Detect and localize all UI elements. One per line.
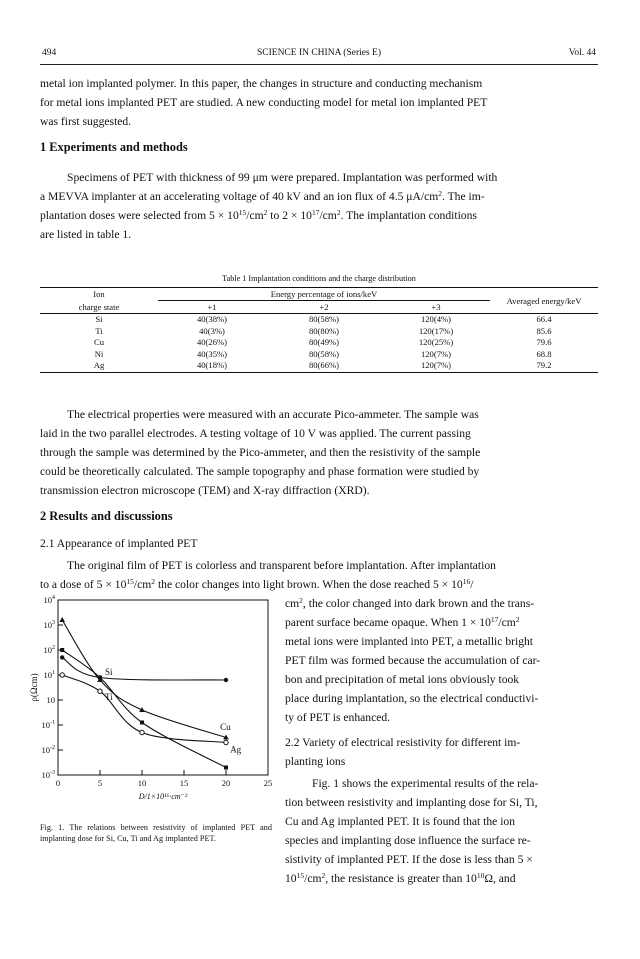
table-cell: 79.2 [490,360,598,372]
series-label: Si [105,667,113,677]
data-point-si [60,655,64,659]
y-tick-label: $10^4$ [43,595,55,605]
data-point-ag [224,766,228,770]
table-subheader: +2 [266,301,382,314]
series-label: Ti [105,692,113,702]
paragraph-line: PET film was formed because the accumulation of car- [285,654,541,667]
paragraph-line: transmission electron microscope (TEM) and X-ray diffraction (XRD). [40,484,370,497]
paragraph-line: laid in the two parallel electrodes. A testing voltage of 10 V was applied. The current passing [40,427,471,440]
table-header: Averaged energy/keV [490,288,598,314]
paragraph-line: tion between resistivity and implanting dose for Si, Ti, [285,796,538,809]
paragraph-line: $cm^2$, the color changed into dark brown and the trans- [285,596,535,610]
x-tick-label: 25 [263,778,273,788]
paragraph-line: Fig. 1 shows the experimental results of the rela- [312,777,539,790]
table-cell: 80(66%) [266,360,382,372]
resistivity-chart [28,593,280,819]
paragraph-line: place during implantation, so the electrical conductivi- [285,692,539,705]
subsection-heading: 2.1 Appearance of implanted PET [40,537,198,550]
table-cell: 40(3%) [199,325,225,336]
data-point-ti [98,689,102,693]
table-header: Energy percentage of ions/keV [158,288,490,301]
paragraph-line: could be theoretically calculated. The sample topography and phase formation were studied by [40,465,480,478]
table-cell: 120(7%) [420,348,452,359]
paragraph-line: $10^{15}/cm^2$, the resistance is greater than $10^{10}\Omega$, and [285,871,516,885]
section-heading: 1 Experiments and methods [40,140,188,154]
intro-line: was first suggested. [40,115,132,128]
section-heading: 2 Results and discussions [40,509,173,523]
series-line-ag [62,650,226,768]
data-point-ag [140,721,144,725]
table-cell: 79.6 [536,337,552,348]
table-cell: Cu [93,337,105,348]
subsection-heading: 2.2 Variety of electrical resistivity for different im- [285,736,521,749]
y-axis-label: ρ(Ωcm) [29,673,39,702]
running-head [40,44,598,65]
data-point-ag [60,648,64,652]
table-cell: 120(25%) [418,337,454,348]
series-line-cu [62,620,226,738]
table-cell: 80(49%) [308,337,340,348]
table-cell: 80(58%) [308,348,340,359]
table-row [40,349,598,361]
y-tick-label: $10^1$ [43,670,55,680]
y-tick-label: $10^{-3}$ [41,770,55,780]
table-row [40,337,598,349]
table-subheader: +3 [382,301,490,314]
paragraph-line: to a dose of $5 \times 10^{15}/cm^2$ the color changes into light brown. When the dose reached $5 \times 10^{16}/$ [40,577,474,591]
paragraph-line: ty of PET is enhanced. [285,711,391,724]
table-cell: 40(26%) [196,337,228,348]
table-cell: 120(4%) [420,314,452,324]
table-cell: 120(7%) [382,360,490,372]
table-row [40,360,598,372]
paragraph-line: sistivity of implanted PET. If the dose is less than 5 × [285,853,533,866]
series-label: Cu [220,722,231,732]
table-cell: 120(17%) [418,325,454,336]
table-row [40,326,598,338]
table-header: charge state [40,301,158,314]
paragraph-line: The original film of PET is colorless and transparent before implantation. After implantation [67,559,496,572]
table-cell: Ag [40,360,158,372]
y-tick-label: $10^{-2}$ [41,745,55,755]
y-tick-label: $10^2$ [43,645,55,655]
y-tick-label: $10^{-1}$ [41,720,55,730]
volume-label: Vol. 44 [568,48,596,58]
data-point-ag [98,676,102,680]
data-point-cu [59,617,65,622]
x-axis-label: D/1×10¹⁶·cm⁻² [138,792,188,801]
paragraph-line: bon and precipitation of metal ions obviously took [285,673,520,686]
table-cell: 66.4 [536,314,552,324]
paragraph-line: Cu and Ag implanted PET. It is found that the ion [285,815,516,828]
x-tick-label: 5 [97,778,103,788]
table-cell: 40(38%) [196,314,228,324]
journal-title: SCIENCE IN CHINA (Series E) [256,48,381,58]
intro-line: metal ion implanted polymer. In this paper, the changes in structure and conducting mechanism [40,77,483,90]
data-point-ti [140,730,144,734]
y-tick-label: 10 [46,695,55,705]
table-row [40,314,598,326]
data-point-ti [224,740,228,744]
table-header: Ion [40,288,158,301]
paragraph-line: parent surface became opaque. When $1 \times 10^{17}/cm^2$ [285,615,520,629]
implantation-table [40,287,598,373]
table-cell: Ti [95,325,103,336]
paragraph-line: Specimens of PET with thickness of 99 μm were prepared. Implantation was performed with [67,171,498,184]
table-cell: 40(35%) [196,348,228,359]
paragraph-line: plantation doses were selected from $5 \times 10^{15}/cm^2$ to $2 \times 10^{17}/cm^2$. The implantation conditions [40,208,477,222]
x-tick-label: 20 [221,778,231,788]
series-label: Ag [230,744,242,755]
data-point-si [224,678,228,682]
table-cell: 80(58%) [308,314,340,324]
paragraph-line: are listed in table 1. [40,228,132,241]
page-number: 494 [42,48,57,58]
table-subheader: +1 [158,301,266,314]
paragraph-line: species and implanting dose influence the surface re- [285,834,531,847]
x-tick-label: 15 [179,778,189,788]
paragraph-line: through the sample was determined by the Pico-ammeter, and then the resistivity of the sample [40,446,481,459]
table-cell: 80(80%) [308,325,340,336]
figure-caption: Fig. 1. The relations between resistivity of implanted PET and implanting dose for Si, Cu, Ti and Ag implanted PET. [40,823,272,843]
table-cell: 85.6 [536,325,552,336]
subsection-heading: planting ions [285,755,346,768]
table-cell: Si [95,314,103,324]
table-cell: 40(18%) [158,360,266,372]
intro-line: for metal ions implanted PET are studied. A new conducting model for metal ion implanted PET [40,96,488,109]
paragraph-line: The electrical properties were measured with an accurate Pico-ammeter. The sample was [67,408,479,421]
table-cell: 68.8 [536,348,552,359]
paragraph-line: a MEVVA implanter at an accelerating voltage of 40 kV and an ion flux of 4.5 $\mu A/cm^2$. The im- [40,189,485,203]
y-tick-label: $10^3$ [43,620,55,630]
x-tick-label: 10 [137,778,147,788]
data-point-ti [60,673,64,677]
table-caption: Table 1 Implantation conditions and the charge distribution [222,274,416,283]
table-cell: Ni [94,348,104,359]
paragraph-line: metal ions were implanted into PET, a metallic bright [285,635,534,648]
x-tick-label: 0 [55,778,61,788]
